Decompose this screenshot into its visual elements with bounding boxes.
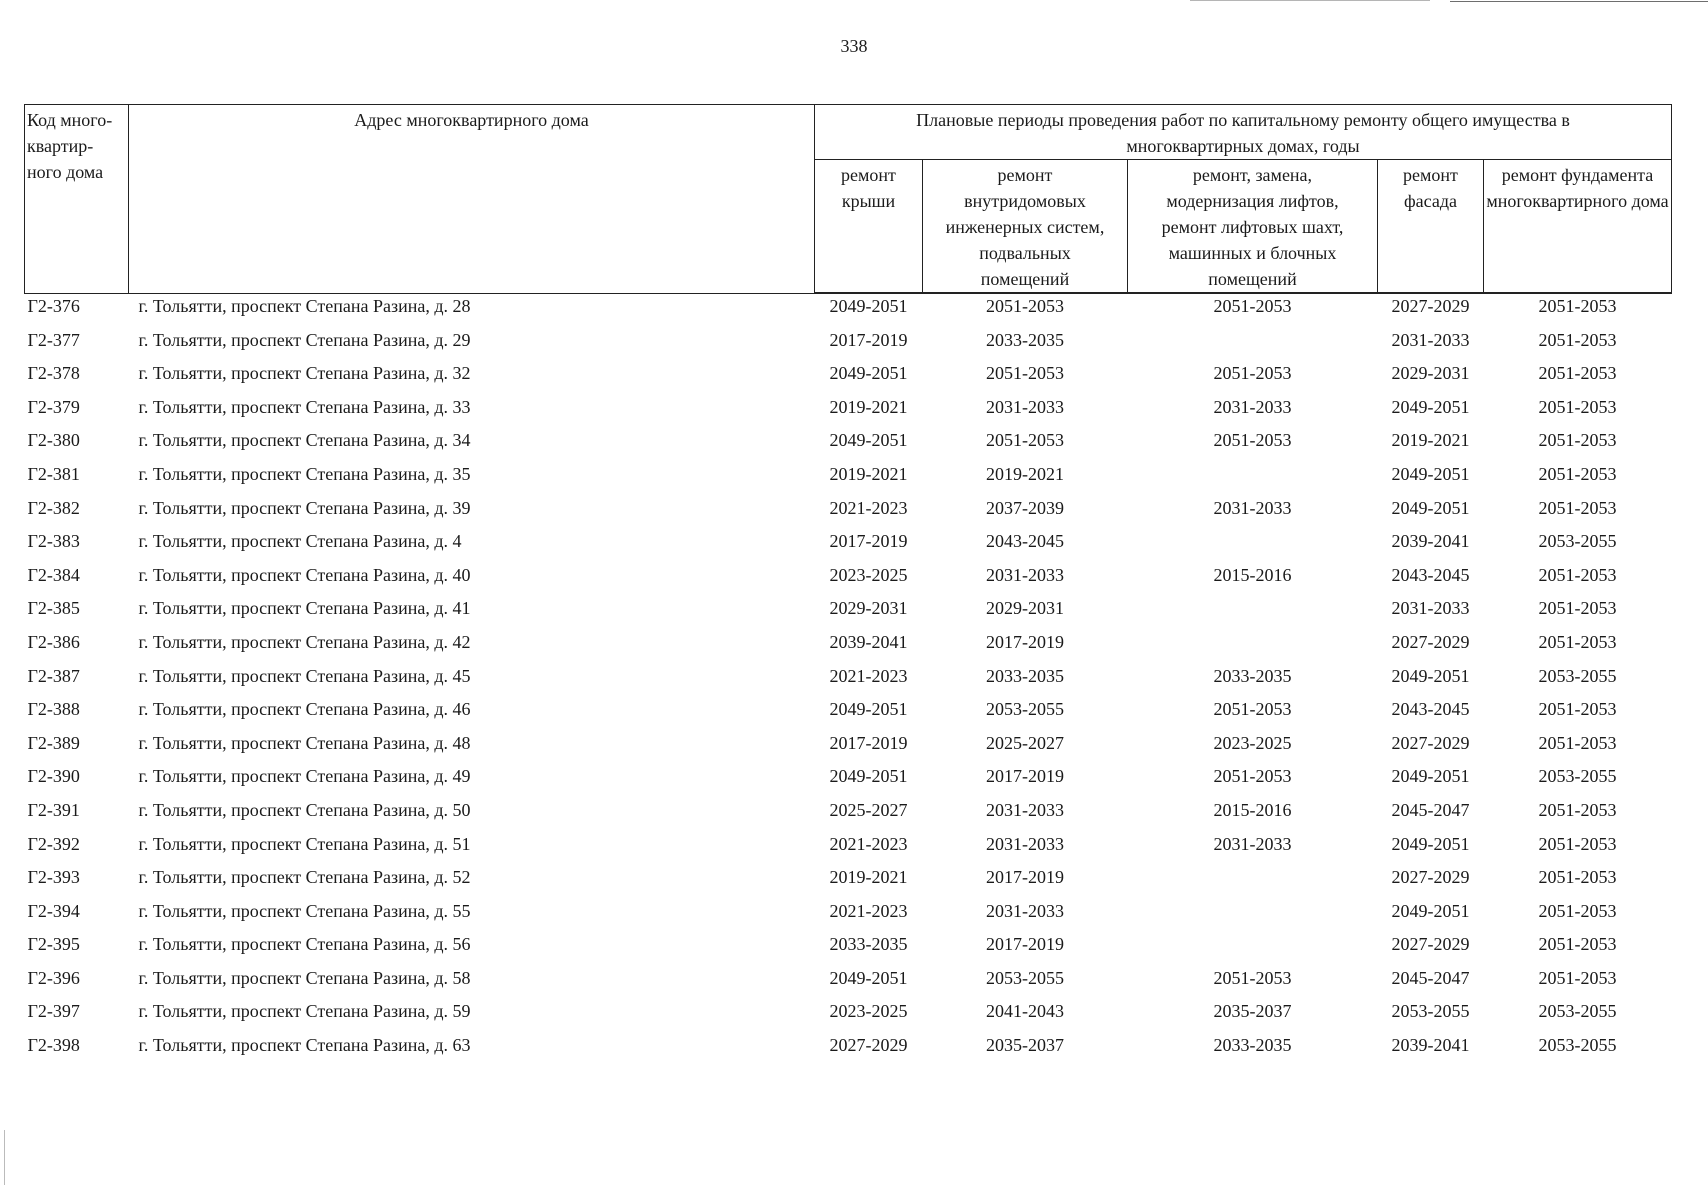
cell-roof: 2019-2021 xyxy=(829,463,908,484)
cell-address: г. Тольятти, проспект Степана Разина, д. 39 xyxy=(138,497,471,518)
cell-foundation: 2051-2053 xyxy=(1538,463,1617,484)
cell-roof: 2019-2021 xyxy=(829,867,908,888)
cell-roof: 2049-2051 xyxy=(829,967,908,988)
cell-code: Г2-389 xyxy=(27,732,80,753)
cell-facade: 2039-2041 xyxy=(1391,531,1470,552)
cell-engineering: 2035-2037 xyxy=(986,1035,1064,1056)
cell-facade: 2049-2051 xyxy=(1391,463,1470,484)
cell-address: г. Тольятти, проспект Степана Разина, д. 49 xyxy=(138,766,471,787)
cell-engineering: 2051-2053 xyxy=(986,296,1064,316)
cell-roof: 2039-2041 xyxy=(829,631,908,652)
cell-code: Г2-393 xyxy=(27,867,80,888)
cell-roof: 2049-2051 xyxy=(829,699,908,720)
cell-address: г. Тольятти, проспект Степана Разина, д. 59 xyxy=(138,1001,471,1022)
cell-engineering: 2031-2033 xyxy=(986,564,1064,585)
cell-engineering: 2051-2053 xyxy=(986,430,1064,451)
cell-facade: 2049-2051 xyxy=(1391,497,1470,518)
cell-roof: 2021-2023 xyxy=(829,900,908,921)
table-body xyxy=(25,293,1672,1067)
cell-code: Г2-377 xyxy=(27,329,80,350)
table-row xyxy=(25,764,1672,798)
cell-code: Г2-383 xyxy=(27,531,80,552)
cell-engineering: 2043-2045 xyxy=(986,531,1064,552)
cell-elevators: 2035-2037 xyxy=(1213,1001,1292,1022)
cell-code: Г2-382 xyxy=(27,497,80,518)
cell-code: Г2-378 xyxy=(27,363,80,384)
cell-foundation: 2053-2055 xyxy=(1538,531,1617,552)
cell-foundation: 2051-2053 xyxy=(1538,867,1617,888)
table-row xyxy=(25,596,1672,630)
table-row xyxy=(25,395,1672,429)
cell-engineering: 2017-2019 xyxy=(986,631,1064,652)
cell-roof: 2049-2051 xyxy=(829,430,908,451)
cell-roof: 2017-2019 xyxy=(829,329,908,350)
cell-elevators xyxy=(1128,462,1378,496)
cell-address: г. Тольятти, проспект Степана Разина, д. 29 xyxy=(138,329,471,350)
cell-address: г. Тольятти, проспект Степана Разина, д. 42 xyxy=(138,631,471,652)
cell-facade: 2045-2047 xyxy=(1391,799,1470,820)
table-row xyxy=(25,361,1672,395)
cell-elevators: 2031-2033 xyxy=(1213,497,1292,518)
cell-foundation: 2053-2055 xyxy=(1538,1001,1617,1022)
table-row xyxy=(25,428,1672,462)
header-address: Адрес многоквартирного дома xyxy=(129,105,815,294)
cell-facade: 2027-2029 xyxy=(1391,732,1470,753)
cell-roof: 2019-2021 xyxy=(829,396,908,417)
cell-address: г. Тольятти, проспект Степана Разина, д. 58 xyxy=(138,967,471,988)
cell-elevators: 2031-2033 xyxy=(1213,833,1292,854)
cell-elevators: 2033-2035 xyxy=(1213,1035,1292,1056)
header-row-top xyxy=(25,105,1672,160)
cell-engineering: 2051-2053 xyxy=(986,363,1064,384)
cell-elevators xyxy=(1128,899,1378,933)
cell-address: г. Тольятти, проспект Степана Разина, д. 33 xyxy=(138,396,471,417)
header-elevators: ремонт, замена, модернизация лифтов, ремонт лифтовых шахт, машинных и блочных помещений xyxy=(1128,160,1378,294)
table-row xyxy=(25,731,1672,765)
cell-address: г. Тольятти, проспект Степана Разина, д. 51 xyxy=(138,833,471,854)
cell-facade: 2031-2033 xyxy=(1391,598,1470,619)
cell-code: Г2-388 xyxy=(27,699,80,720)
cell-foundation: 2051-2053 xyxy=(1538,430,1617,451)
cell-address: г. Тольятти, проспект Степана Разина, д. 41 xyxy=(138,598,471,619)
table-row xyxy=(25,462,1672,496)
cell-address: г. Тольятти, проспект Степана Разина, д. 28 xyxy=(138,295,471,316)
cell-facade: 2027-2029 xyxy=(1391,631,1470,652)
table-row xyxy=(25,798,1672,832)
cell-foundation: 2051-2053 xyxy=(1538,631,1617,652)
table-row xyxy=(25,999,1672,1033)
cell-code: Г2-376 xyxy=(27,295,80,316)
cell-elevators: 2051-2053 xyxy=(1213,766,1292,787)
cell-code: Г2-379 xyxy=(27,396,80,417)
cell-engineering: 2053-2055 xyxy=(986,967,1064,988)
header-periods: Плановые периоды проведения работ по капитальному ремонту общего имущества в многоквартирных домах, годы xyxy=(815,105,1672,160)
cell-facade: 2049-2051 xyxy=(1391,766,1470,787)
cell-elevators xyxy=(1128,630,1378,664)
cell-elevators xyxy=(1128,529,1378,563)
cell-foundation: 2051-2053 xyxy=(1538,699,1617,720)
cell-engineering: 2019-2021 xyxy=(986,463,1064,484)
cell-facade: 2049-2051 xyxy=(1391,833,1470,854)
cell-foundation: 2051-2053 xyxy=(1538,900,1617,921)
cell-roof: 2017-2019 xyxy=(829,531,908,552)
cell-facade: 2053-2055 xyxy=(1391,1001,1470,1022)
cell-address: г. Тольятти, проспект Степана Разина, д. 4 xyxy=(138,531,462,552)
cell-engineering: 2037-2039 xyxy=(986,497,1064,518)
table-row xyxy=(25,865,1672,899)
cell-engineering: 2031-2033 xyxy=(986,799,1064,820)
cell-foundation: 2053-2055 xyxy=(1538,665,1617,686)
table-row xyxy=(25,630,1672,664)
cell-elevators: 2031-2033 xyxy=(1213,396,1292,417)
cell-facade: 2031-2033 xyxy=(1391,329,1470,350)
cell-code: Г2-398 xyxy=(27,1035,80,1056)
table-row xyxy=(25,529,1672,563)
table-row xyxy=(25,899,1672,933)
cell-code: Г2-395 xyxy=(27,934,80,955)
cell-elevators: 2023-2025 xyxy=(1213,732,1292,753)
cell-foundation: 2051-2053 xyxy=(1538,564,1617,585)
table-row xyxy=(25,293,1672,328)
table-row xyxy=(25,832,1672,866)
cell-facade: 2049-2051 xyxy=(1391,665,1470,686)
cell-elevators: 2015-2016 xyxy=(1213,799,1292,820)
cell-code: Г2-392 xyxy=(27,833,80,854)
cell-engineering: 2033-2035 xyxy=(986,329,1064,350)
cell-address: г. Тольятти, проспект Степана Разина, д. 40 xyxy=(138,564,471,585)
cell-elevators: 2033-2035 xyxy=(1213,665,1292,686)
cell-address: г. Тольятти, проспект Степана Разина, д. 56 xyxy=(138,934,471,955)
cell-foundation: 2051-2053 xyxy=(1538,833,1617,854)
cell-elevators xyxy=(1128,865,1378,899)
cell-code: Г2-380 xyxy=(27,430,80,451)
scan-artifact-mark xyxy=(4,1130,5,1185)
cell-foundation: 2051-2053 xyxy=(1538,497,1617,518)
cell-roof: 2025-2027 xyxy=(829,799,908,820)
cell-address: г. Тольятти, проспект Степана Разина, д. 55 xyxy=(138,900,471,921)
cell-facade: 2043-2045 xyxy=(1391,564,1470,585)
cell-roof: 2021-2023 xyxy=(829,497,908,518)
cell-foundation: 2051-2053 xyxy=(1538,799,1617,820)
capital-repair-schedule-table xyxy=(24,104,1672,1067)
cell-engineering: 2031-2033 xyxy=(986,900,1064,921)
cell-foundation: 2051-2053 xyxy=(1538,363,1617,384)
cell-roof: 2049-2051 xyxy=(829,363,908,384)
cell-foundation: 2051-2053 xyxy=(1538,934,1617,955)
cell-facade: 2019-2021 xyxy=(1391,430,1470,451)
cell-address: г. Тольятти, проспект Степана Разина, д. 46 xyxy=(138,699,471,720)
cell-elevators: 2051-2053 xyxy=(1213,363,1292,384)
cell-elevators: 2051-2053 xyxy=(1213,699,1292,720)
cell-engineering: 2041-2043 xyxy=(986,1001,1064,1022)
cell-address: г. Тольятти, проспект Степана Разина, д. 50 xyxy=(138,799,471,820)
cell-facade: 2027-2029 xyxy=(1391,296,1470,316)
cell-engineering: 2053-2055 xyxy=(986,699,1064,720)
cell-roof: 2049-2051 xyxy=(829,766,908,787)
cell-roof: 2023-2025 xyxy=(829,1001,908,1022)
header-engineering: ремонт внутридомовых инженерных систем, подвальных помещений xyxy=(923,160,1128,294)
cell-roof: 2017-2019 xyxy=(829,732,908,753)
cell-address: г. Тольятти, проспект Степана Разина, д. 48 xyxy=(138,732,471,753)
cell-address: г. Тольятти, проспект Степана Разина, д. 63 xyxy=(138,1035,471,1056)
cell-address: г. Тольятти, проспект Степана Разина, д. 35 xyxy=(138,463,471,484)
cell-code: Г2-397 xyxy=(27,1001,80,1022)
cell-roof: 2029-2031 xyxy=(829,598,908,619)
cell-foundation: 2051-2053 xyxy=(1538,598,1617,619)
cell-engineering: 2017-2019 xyxy=(986,867,1064,888)
cell-roof: 2023-2025 xyxy=(829,564,908,585)
cell-engineering: 2017-2019 xyxy=(986,934,1064,955)
cell-code: Г2-390 xyxy=(27,766,80,787)
cell-elevators xyxy=(1128,596,1378,630)
header-roof: ремонт крыши xyxy=(815,160,923,294)
table-row xyxy=(25,664,1672,698)
cell-address: г. Тольятти, проспект Степана Разина, д. 52 xyxy=(138,867,471,888)
cell-roof: 2021-2023 xyxy=(829,833,908,854)
cell-roof: 2021-2023 xyxy=(829,665,908,686)
header-foundation: ремонт фундамента многоквартирного дома xyxy=(1484,160,1672,294)
cell-address: г. Тольятти, проспект Степана Разина, д. 32 xyxy=(138,363,471,384)
header-facade: ремонт фасада xyxy=(1378,160,1484,294)
cell-code: Г2-381 xyxy=(27,463,80,484)
table-row xyxy=(25,697,1672,731)
cell-roof: 2027-2029 xyxy=(829,1035,908,1056)
cell-facade: 2045-2047 xyxy=(1391,967,1470,988)
cell-foundation: 2053-2055 xyxy=(1538,1035,1617,1056)
table-row xyxy=(25,328,1672,362)
cell-foundation: 2051-2053 xyxy=(1538,967,1617,988)
cell-address: г. Тольятти, проспект Степана Разина, д. 34 xyxy=(138,430,471,451)
cell-elevators: 2051-2053 xyxy=(1213,296,1292,316)
cell-code: Г2-394 xyxy=(27,900,80,921)
table-row xyxy=(25,563,1672,597)
cell-facade: 2027-2029 xyxy=(1391,934,1470,955)
table-row xyxy=(25,496,1672,530)
cell-elevators: 2051-2053 xyxy=(1213,430,1292,451)
cell-facade: 2049-2051 xyxy=(1391,900,1470,921)
cell-foundation: 2053-2055 xyxy=(1538,766,1617,787)
scan-artifact-line xyxy=(1190,0,1430,1)
table-row xyxy=(25,932,1672,966)
cell-engineering: 2031-2033 xyxy=(986,396,1064,417)
cell-facade: 2043-2045 xyxy=(1391,699,1470,720)
cell-code: Г2-391 xyxy=(27,799,80,820)
scan-artifact-line xyxy=(1450,1,1708,2)
cell-elevators: 2015-2016 xyxy=(1213,564,1292,585)
cell-roof: 2049-2051 xyxy=(829,296,908,316)
cell-foundation: 2051-2053 xyxy=(1538,329,1617,350)
cell-engineering: 2017-2019 xyxy=(986,766,1064,787)
cell-code: Г2-385 xyxy=(27,598,80,619)
table-row xyxy=(25,966,1672,1000)
cell-foundation: 2051-2053 xyxy=(1538,396,1617,417)
cell-code: Г2-384 xyxy=(27,564,80,585)
cell-facade: 2039-2041 xyxy=(1391,1035,1470,1056)
header-code: Код много-квартир-ного дома xyxy=(25,105,129,294)
cell-foundation: 2051-2053 xyxy=(1538,296,1617,316)
cell-engineering: 2029-2031 xyxy=(986,598,1064,619)
cell-code: Г2-396 xyxy=(27,967,80,988)
cell-elevators: 2051-2053 xyxy=(1213,967,1292,988)
cell-code: Г2-387 xyxy=(27,665,80,686)
cell-address: г. Тольятти, проспект Степана Разина, д. 45 xyxy=(138,665,471,686)
cell-engineering: 2031-2033 xyxy=(986,833,1064,854)
cell-code: Г2-386 xyxy=(27,631,80,652)
cell-engineering: 2033-2035 xyxy=(986,665,1064,686)
cell-roof: 2033-2035 xyxy=(829,934,908,955)
cell-facade: 2049-2051 xyxy=(1391,396,1470,417)
cell-engineering: 2025-2027 xyxy=(986,732,1064,753)
cell-elevators xyxy=(1128,932,1378,966)
cell-facade: 2029-2031 xyxy=(1391,363,1470,384)
cell-facade: 2027-2029 xyxy=(1391,867,1470,888)
cell-elevators xyxy=(1128,328,1378,362)
cell-foundation: 2051-2053 xyxy=(1538,732,1617,753)
page-number: 338 xyxy=(840,36,868,56)
table-row xyxy=(25,1033,1672,1067)
